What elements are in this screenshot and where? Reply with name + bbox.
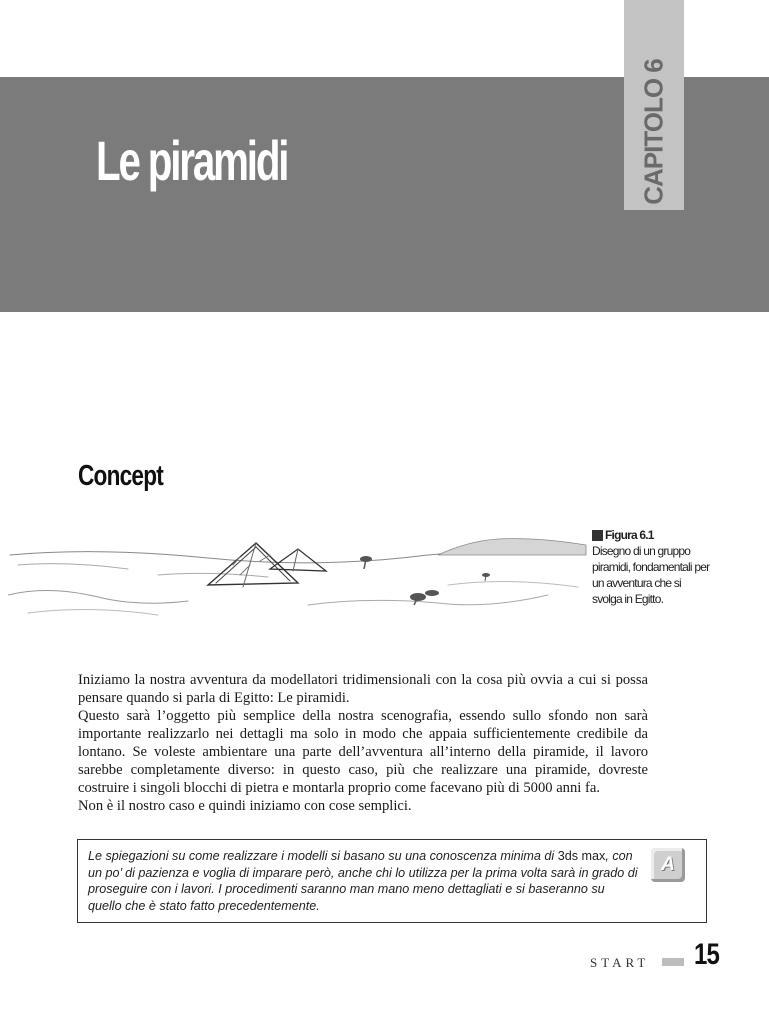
- pyramids-sketch-image: [8, 525, 588, 625]
- note-text: [88, 848, 640, 914]
- figure-caption-text: Disegno di un gruppo piramidi, fondamentali per un avventura che si svolga in Egitto.: [592, 544, 710, 606]
- keyboard-key-a-icon: A: [651, 848, 685, 882]
- figure-label: [592, 527, 712, 543]
- figure-label-text: Figura 6.1: [605, 528, 654, 542]
- note-text-before: Le spiegazioni su come realizzare i modelli si basano su una conoscenza minima di: [88, 849, 558, 863]
- note-product-name: 3ds max: [557, 849, 606, 863]
- body-paragraph: Iniziamo la nostra avventura da modellatori tridimensionali con la cosa più ovvia a cui si possa pensare quando si parla di Egitto: Le piramidi.: [78, 672, 648, 706]
- figure-marker-icon: [592, 530, 603, 541]
- chapter-tab: [624, 0, 684, 210]
- footer-divider: [662, 958, 684, 966]
- chapter-number-label: CAPITOLO 6: [638, 59, 669, 205]
- body-paragraph: Questo sarà l’oggetto più semplice della nostra scenografia, essendo sullo sfondo non sarà importante realizzarlo nei dettagli ma solo in modo che appaia sufficientemente credibile da lontano. Se voleste ambientare una parte dell’avventura all’interno della piramide, il lavoro sarebbe completamente diverso: in questo caso, più che realizzare una piramide, dovreste costruire i singoli blocchi di pietra e montarla proprio come facevano più di 5000 anni fa.: [78, 708, 648, 796]
- chapter-title: Le piramidi: [96, 129, 288, 192]
- figure-caption: [592, 527, 712, 607]
- note-box: [77, 839, 707, 923]
- section-title: Concept: [78, 460, 164, 492]
- page-number: 15: [694, 938, 720, 971]
- body-paragraph: Non è il nostro caso e quindi iniziamo con cose semplici.: [78, 798, 412, 814]
- running-head: START: [590, 955, 650, 970]
- body-text: [78, 671, 648, 815]
- note-text-after: , con un po’ di pazienza e voglia di imparare però, anche chi lo utilizza per la prima volta sarà in grado di proseguire con i lavori. I procedimenti saranno man mano meno dettagliati e si baseranno su quello che è stato fatto precedentemente.: [88, 849, 638, 913]
